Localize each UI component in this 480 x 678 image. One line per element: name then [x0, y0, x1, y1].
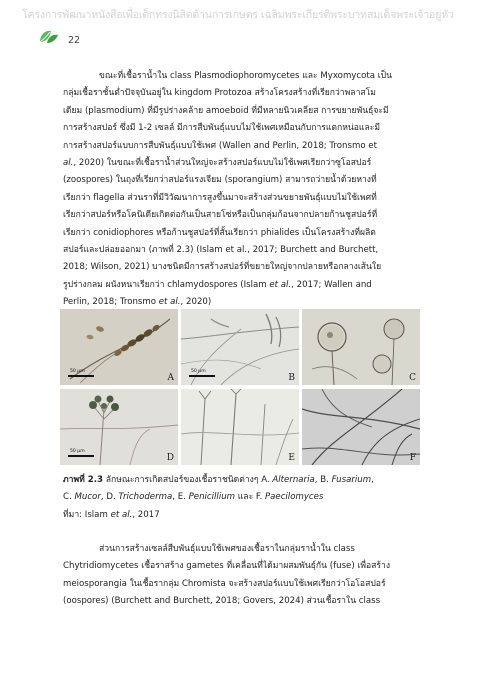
text-run: Perlin, 2018; Tronsmo — [63, 297, 159, 308]
text-run: , 2020) — [180, 297, 212, 308]
text-run: , D. — [100, 492, 119, 503]
micrograph-panel-c — [302, 309, 420, 385]
caption-line — [63, 489, 423, 506]
panel-letter: D — [166, 453, 174, 463]
text-line: (zoospores) ในถุงที่เรียกว่าสปอร์แรงเจียม (sporangium) สามารถว่ายน้ำด้วยหางที่ — [63, 175, 377, 186]
species-name: Penicillium — [188, 492, 236, 503]
text-run: ที่มา: Islam — [63, 509, 111, 520]
panel-letter: F — [409, 453, 416, 463]
micrograph-panel-b — [181, 309, 299, 385]
text-run: , B. — [314, 475, 332, 485]
penicillium-micrograph-image — [181, 389, 299, 465]
text-line: การสร้างสปอร์แบบการสืบพันธุ์แบบใช้เพศ (Wallen and Perlin, 2018; Tronsmo et — [63, 140, 377, 151]
text-run: , E. — [172, 492, 189, 503]
italic-text: al. — [63, 157, 74, 168]
text-run: รูปร่างกลม ผนังหนาเรียกว่า chlamydospores (Islam — [63, 279, 270, 290]
micrograph-panel-a — [60, 309, 178, 385]
italic-text: et al. — [158, 297, 181, 308]
text-line: (oospores) (Burchett and Burchett, 2018; Govers, 2024) ส่วนเชื้อราใน class — [63, 596, 381, 607]
text-line — [63, 155, 418, 172]
text-line: meiosporangia ในเชื้อรากลุ่ม Chromista จะสร้างสปอร์แบบใช้เพศเรียกว่าโอโอสปอร์ — [63, 578, 386, 589]
text-line: Chytridiomycetes เชื้อราสร้าง gametes ที่เคลื่อนที่ได้มาผสมพันธุ์กัน (fuse) เพื่อสร้าง — [63, 561, 391, 572]
text-run: , 2020) ในขณะที่เชื้อราน้ำส่วนใหญ่จะสร้างสปอร์แบบไม่ใช้เพศเรียกว่าซูโอสปอร์ — [73, 157, 372, 168]
text-line: ส่วนการสร้างเซลล์สืบพันธุ์แบบใช้เพศของเชื้อราในกลุ่มราน้ำใน class — [99, 544, 355, 554]
body-paragraph-2 — [63, 541, 418, 611]
text-line: เรียกว่าสปอร์หรือโคนิเดียเกิดต่อกันเป็นสายโซ่หรือเป็นกลุ่มก้อนจากปลายก้านชูสปอร์ที่ — [63, 210, 378, 221]
text-run: ลักษณะการเกิดสปอร์ของเชื้อราชนิดต่างๆ A. — [103, 475, 273, 485]
species-name: Alternaria — [272, 475, 315, 485]
text-run: C. — [63, 492, 75, 503]
micrograph-figure — [60, 309, 420, 465]
micrograph-panel-f — [302, 389, 420, 465]
running-header: โครงการพัฒนาหนังสือเพื่อเด็กทรงนิสิตด้านการเกษตร เฉลิมพระเกียรติพระบาทสมเด็จพระเจ้าอยู่หัว — [22, 9, 454, 21]
species-name: Paecilomyces — [264, 492, 324, 503]
species-name: Trichoderma — [118, 492, 173, 503]
scale-bar — [68, 455, 94, 457]
panel-letter: A — [167, 373, 174, 383]
scale-bar-label: 50 µm — [70, 369, 85, 374]
figure-label: ภาพที่ 2.3 — [63, 475, 104, 485]
body-paragraph-1 — [63, 68, 418, 311]
text-line: กลุ่มเชื้อราชั้นต่ำปัจจุบันอยู่ใน kingdom Protozoa สร้างโครงสร้างที่เรียกว่าพลาสโม — [63, 88, 376, 99]
text-line: การสร้างสปอร์ ซึ่งมี 1-2 เซลล์ มีการสืบพันธุ์แบบไม่ใช้เพศเหมือนกับการแตกหน่อและมี — [63, 123, 380, 134]
text-run: และ F. — [235, 492, 265, 503]
paecilomyces-micrograph-image — [302, 389, 420, 465]
text-line: เดียม (plasmodium) ที่มีรูปร่างคล้าย amoeboid ที่มีหลายนิวเคลียส การขยายพันธุ์จะมี — [63, 105, 389, 116]
green-leaves-icon — [38, 28, 60, 46]
species-name: Mucor — [74, 492, 101, 503]
text-line: เรียกว่า conidiophores หรือก้านชูสปอร์ที่สั้นเรียกว่า phialides เป็นโครงสร้างที่ผลิต — [63, 227, 376, 238]
text-line: 2018; Wilson, 2021) บางชนิดมีการสร้างสปอร์ที่ขยายใหญ่จากปลายหรือกลางเส้นใย — [63, 262, 382, 273]
italic-text: et al. — [269, 279, 292, 290]
text-line: ขณะที่เชื้อราน้ำใน class Plasmodiophoromycetes และ Myxomycota เป็น — [99, 71, 393, 81]
scale-bar — [189, 375, 215, 377]
text-run: , — [371, 475, 374, 485]
source-line — [63, 507, 423, 524]
scale-bar-label: 50 µm — [191, 369, 206, 374]
text-line: สปอร์และปล่อยออกมา (ภาพที่ 2.3) (Islam et al., 2017; Burchett and Burchett, — [63, 244, 379, 255]
italic-text: et al. — [110, 509, 133, 520]
text-run: , 2017; Wallen and — [291, 279, 372, 290]
text-run: , 2017 — [132, 509, 160, 520]
text-line — [63, 277, 418, 294]
page-number: 22 — [68, 35, 81, 46]
micrograph-panel-e — [181, 389, 299, 465]
panel-letter: C — [409, 373, 416, 383]
scale-bar-label: 50 µm — [70, 449, 85, 454]
scale-bar — [68, 375, 94, 377]
panel-letter: B — [288, 373, 295, 383]
figure-caption — [63, 472, 423, 524]
panel-letter: E — [288, 453, 295, 463]
micrograph-panel-d — [60, 389, 178, 465]
mucor-micrograph-image — [302, 309, 420, 385]
text-line: เรียกว่า flagella ส่วนราที่มีวิวัฒนาการสูงขึ้นมาจะสร้างส่วนขยายพันธุ์แบบไม่ใช้เพศที่ — [63, 192, 377, 203]
caption-line — [63, 472, 423, 489]
species-name: Fusarium — [331, 475, 372, 485]
